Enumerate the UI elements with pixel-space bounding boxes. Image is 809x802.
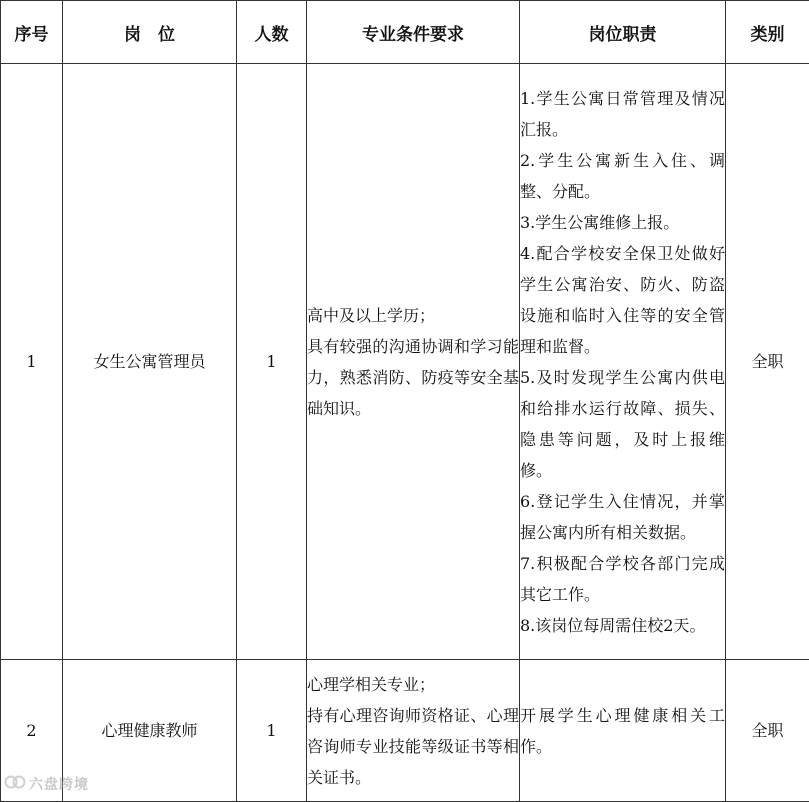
duty-item: 开展学生心理健康相关工作。 [520,700,725,762]
duty-item: 8.该岗位每周需住校2天。 [520,610,725,641]
watermark [4,772,89,796]
row-index: 1 [1,64,63,660]
header-row [1,1,809,64]
header-position: 岗 位 [63,1,237,64]
duty-item: 1.学生公寓日常管理及情况汇报。 [520,83,725,145]
row-duties [520,64,726,660]
header-index: 序号 [1,1,63,64]
watermark-text: 六盘跨境 [29,774,89,794]
requirement-line: 高中及以上学历； [307,300,519,331]
row-requirements [307,64,520,660]
table-row [1,660,809,802]
duty-item: 2.学生公寓新生入住、调整、分配。 [520,145,725,207]
header-requirements: 专业条件要求 [307,1,520,64]
duty-item: 3.学生公寓维修上报。 [520,207,725,238]
row-count: 1 [237,660,307,802]
row-duties [520,660,726,802]
requirement-line: 具有较强的沟通协调和学习能力，熟悉消防、防疫等安全基础知识。 [307,331,519,424]
requirement-line: 心理学相关专业； [307,669,519,700]
row-category: 全职 [726,64,809,660]
row-position: 心理健康教师 [63,660,237,802]
row-category: 全职 [726,660,809,802]
row-position: 女生公寓管理员 [63,64,237,660]
requirement-line: 持有心理咨询师资格证、心理咨询师专业技能等级证书等相关证书。 [307,700,519,793]
duty-item: 4.配合学校安全保卫处做好学生公寓治安、防火、防盗设施和临时入住等的安全管理和监督。 [520,238,725,362]
table-row [1,64,809,660]
header-category: 类别 [726,1,809,64]
duty-item: 7.积极配合学校各部门完成其它工作。 [520,548,725,610]
header-count: 人数 [237,1,307,64]
row-count: 1 [237,64,307,660]
row-index: 2 [1,660,63,802]
logo-mark-icon [4,773,26,795]
duty-item: 5.及时发现学生公寓内供电和给排水运行故障、损失、隐患等问题，及时上报维修。 [520,362,725,486]
header-duties: 岗位职责 [520,1,726,64]
duty-item: 6.登记学生入住情况，并掌握公寓内所有相关数据。 [520,486,725,548]
row-requirements [307,660,520,802]
